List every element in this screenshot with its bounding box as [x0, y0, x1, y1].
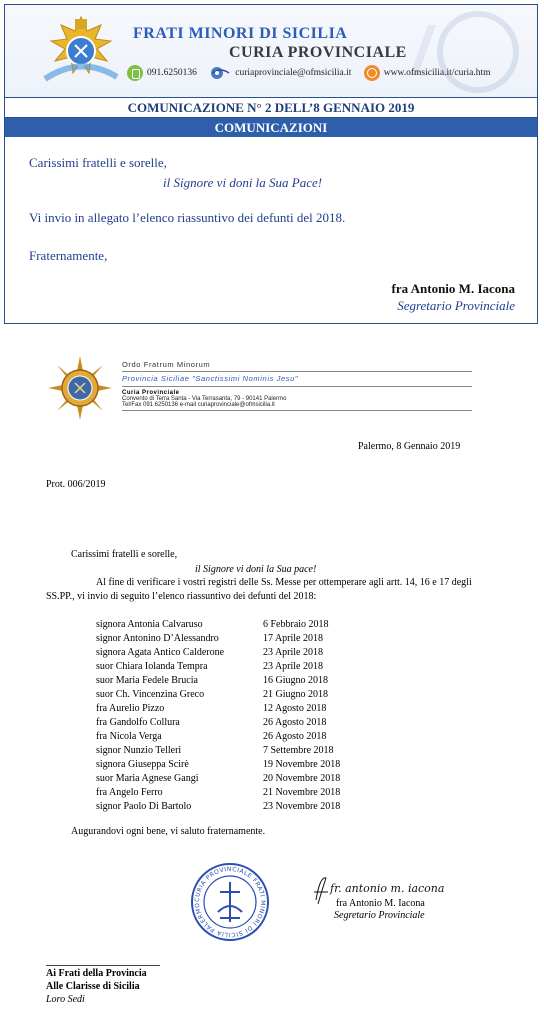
letter-greeting: Carissimi fratelli e sorelle, — [71, 549, 178, 560]
letter-closing: Augurandovi ogni bene, vi saluto fraternamente. — [71, 826, 266, 837]
deceased-name: signor Nunzio Telleri — [96, 745, 182, 756]
deceased-name: fra Angelo Ferro — [96, 787, 163, 798]
phone-contact — [127, 65, 197, 81]
email-link[interactable]: curiaprovinciale@ofmsicilia.it — [235, 68, 352, 78]
letterhead-province: Provincia Siciliae "Sanctissimi Nominis Jesu" — [122, 374, 472, 387]
letter-paragraph-line-1: Al fine di verificare i vostri registri delle Ss. Messe per ottemperare agli artt. 14, 16 e 17 degli — [96, 577, 472, 588]
bulletin-wish: il Signore vi doni la Sua Pace! — [163, 175, 323, 190]
divider — [46, 965, 160, 966]
bulletin-closing: Fraternamente, — [29, 248, 108, 263]
list-item — [96, 633, 340, 647]
banner — [5, 5, 537, 98]
bulletin-subtitle: CURIA PROVINCIALE — [229, 44, 407, 61]
letter-signatory: fra Antonio M. Iacona — [336, 898, 425, 909]
protocol-number: Prot. 006/2019 — [46, 479, 106, 490]
deceased-list — [96, 619, 340, 815]
web-icon — [364, 65, 380, 81]
phone-number: 091.6250136 — [147, 68, 197, 78]
deceased-date: 23 Novembre 2018 — [263, 801, 341, 812]
deceased-date: 12 Agosto 2018 — [263, 703, 327, 714]
deceased-name: fra Gandolfo Collura — [96, 717, 180, 728]
list-item — [96, 689, 340, 703]
bulletin-signatory-role: Segretario Provinciale — [397, 298, 515, 313]
deceased-date: 19 Novembre 2018 — [263, 759, 341, 770]
deceased-date: 6 Febbraio 2018 — [263, 619, 329, 630]
deceased-date: 23 Aprile 2018 — [263, 661, 323, 672]
addressee-1: Ai Frati della Provincia — [46, 968, 147, 979]
deceased-date: 16 Giugno 2018 — [263, 675, 328, 686]
addressee-2: Alle Clarisse di Sicilia — [46, 981, 140, 992]
section-bar: COMUNICAZIONI — [5, 118, 537, 137]
communication-title: COMUNICAZIONE N° 2 DELL’8 GENNAIO 2019 — [5, 99, 537, 118]
letter-wish: il Signore vi doni la Sua pace! — [195, 564, 317, 575]
letterhead-order: Ordo Fratrum Minorum — [122, 360, 472, 372]
letter-paragraph-line-2: SS.PP., vi invio di seguito l’elenco riassuntivo dei defunti del 2018: — [46, 591, 317, 602]
signature-scribble: fr. antonio m. iacona — [330, 882, 445, 895]
website-link[interactable]: www.ofmsicilia.it/curia.htm — [383, 68, 491, 78]
bulletin-box — [4, 4, 538, 324]
phone-icon — [127, 65, 143, 81]
deceased-date: 7 Settembre 2018 — [263, 745, 334, 756]
list-item — [96, 773, 340, 787]
deceased-name: suor Maria Agnese Gangi — [96, 773, 199, 784]
deceased-date: 21 Giugno 2018 — [263, 689, 328, 700]
list-item — [96, 759, 340, 773]
list-item — [96, 619, 340, 633]
email-icon — [209, 65, 231, 81]
bulletin-body: Vi invio in allegato l’elenco riassuntivo dei defunti del 2018. — [29, 210, 346, 225]
deceased-name: signor Antonino D’Alessandro — [96, 633, 219, 644]
deceased-date: 21 Novembre 2018 — [263, 787, 341, 798]
list-item — [96, 717, 340, 731]
seal-icon — [48, 356, 112, 420]
deceased-name: fra Aurelio Pizzo — [96, 703, 165, 714]
email-contact[interactable] — [209, 65, 351, 81]
list-item — [96, 675, 340, 689]
stamp-text: CURIA PROVINCIALE FRATI MINORI DI SICILIA PALERMO — [193, 865, 267, 939]
deceased-name: signor Paolo Di Bartolo — [96, 801, 192, 812]
place-date: Palermo, 8 Gennaio 2019 — [358, 441, 461, 452]
letterhead-contact: Tel/Fax 091 6250136 e-mail curiaprovinciale@ofmsicilia.it — [122, 402, 472, 411]
deceased-date: 20 Novembre 2018 — [263, 773, 341, 784]
deceased-date: 26 Agosto 2018 — [263, 731, 327, 742]
letter-signatory-role: Segretario Provinciale — [334, 910, 425, 921]
deceased-name: signora Giuseppa Scirè — [96, 759, 189, 770]
deceased-name: signora Agata Antico Calderone — [96, 647, 225, 658]
deceased-date: 17 Aprile 2018 — [263, 633, 323, 644]
list-item — [96, 647, 340, 661]
bulletin-greeting: Carissimi fratelli e sorelle, — [29, 155, 167, 170]
franciscan-emblem-icon — [41, 15, 121, 89]
letterhead — [122, 360, 472, 411]
deceased-name: suor Chiara Iolanda Tempra — [96, 661, 208, 672]
deceased-date: 26 Agosto 2018 — [263, 717, 327, 728]
deceased-date: 23 Aprile 2018 — [263, 647, 323, 658]
letterhead-curia: Curia Provinciale — [122, 390, 180, 396]
deceased-name: fra Nicola Verga — [96, 731, 162, 742]
list-item — [96, 703, 340, 717]
addressee-3: Loro Sedi — [46, 994, 85, 1005]
list-item — [96, 745, 340, 759]
stamp-icon — [190, 862, 270, 942]
deceased-name: suor Maria Fedele Brucia — [96, 675, 198, 686]
letterhead-address: Convento di Terra Santa - Via Terrasanta, 79 - 90141 Palermo — [122, 396, 287, 402]
list-item — [96, 731, 340, 745]
deceased-name: signora Antonia Calvaruso — [96, 619, 203, 630]
deceased-name: suor Ch. Vincenzina Greco — [96, 689, 205, 700]
list-item — [96, 661, 340, 675]
list-item — [96, 787, 340, 801]
bulletin-title: FRATI MINORI DI SICILIA — [133, 25, 348, 42]
list-item — [96, 801, 340, 815]
web-contact[interactable] — [364, 65, 491, 81]
bulletin-signatory: fra Antonio M. Iacona — [391, 281, 515, 296]
contact-row — [127, 65, 501, 83]
